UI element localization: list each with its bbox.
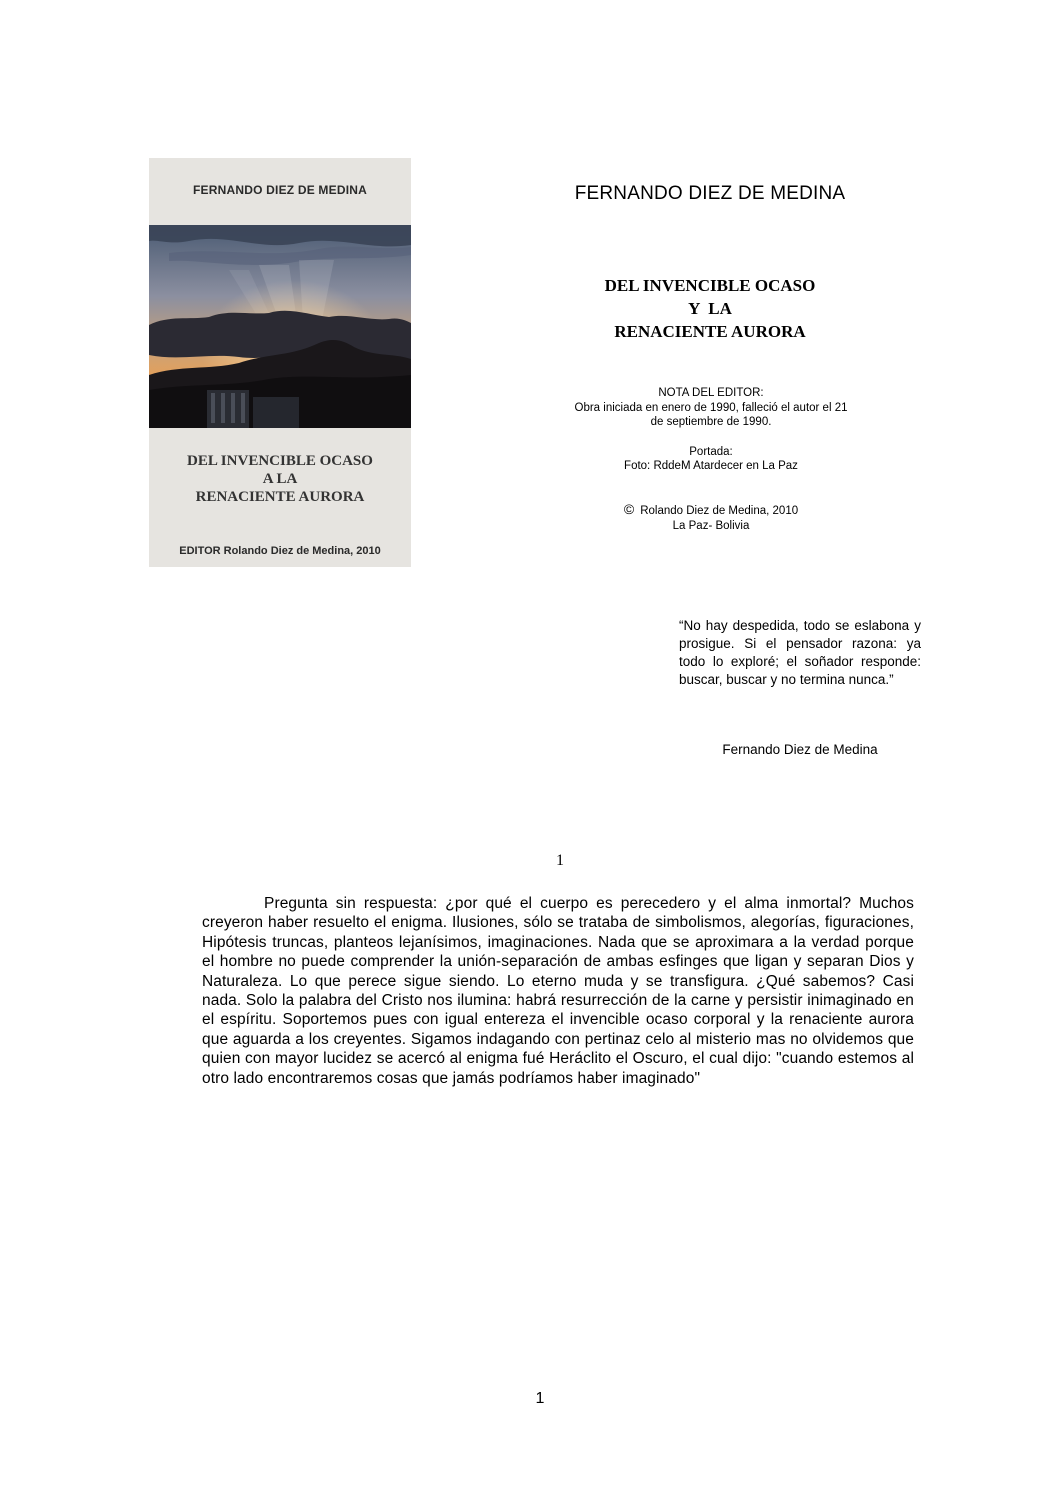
editor-note bbox=[560, 386, 862, 474]
cover-editor: EDITOR Rolando Diez de Medina, 2010 bbox=[179, 545, 381, 557]
epigraph-text: “No hay despedida, todo se eslabona y prosigue. Si el pensador razona: ya todo lo exploré; el soñador responde: buscar, buscar y no termina nunca.” bbox=[679, 618, 921, 687]
editor-note-line: Obra iniciada en enero de 1990, falleció el autor el 21 bbox=[574, 401, 848, 414]
copyright-place: La Paz- Bolivia bbox=[672, 520, 750, 532]
main-title-line: RENACIENTE AURORA bbox=[614, 322, 806, 341]
main-title-line: Y LA bbox=[688, 299, 732, 318]
epigraph-author: Fernando Diez de Medina bbox=[722, 742, 878, 757]
book-cover bbox=[149, 158, 411, 567]
author-heading: FERNANDO DIEZ DE MEDINA bbox=[574, 183, 846, 204]
body-paragraph: Pregunta sin respuesta: ¿por qué el cuerpo es perecedero y el alma inmortal? Muchos creyeron haber resuelto el enigma. Ilusiones, sólo se trataba de simbolismos, alegorías, figuraciones, Hipótesis truncas, planteos lejanísimos, imaginaciones. Nada que se aproximara a la verdad porque el hombre no puede comprender la unión-separación de ambas esfinges que ligan y separan Dios y Naturaleza. Lo que perece sigue siendo. Lo eterno muda y se transfigura. ¿Qué sabemos? Casi nada. Solo la palabra del Cristo nos ilumina: habrá resurrección de la carne y persistir inimaginado en el espíritu. Soportemos pues con igual entereza el invencible ocaso corporal y la renaciente aurora que aguarda a los creyentes. Sigamos indagando con pertinaz celo al misterio mas no olvidemos que quien con mayor lucidez se acercó al enigma fué Heráclito el Oscuro, el cual dijo: "cuando estemos al otro lado encontraremos cosas que jamás podríamos haber imaginado" bbox=[202, 895, 914, 1087]
cover-title-line: DEL INVENCIBLE OCASO bbox=[187, 453, 373, 469]
cover-photo bbox=[149, 225, 411, 428]
chapter-number: 1 bbox=[556, 852, 564, 869]
cover-title-line: A LA bbox=[262, 471, 298, 487]
editor-note-line: de septiembre de 1990. bbox=[650, 416, 772, 428]
cover-title bbox=[149, 452, 411, 506]
copyright-holder: Rolando Diez de Medina, 2010 bbox=[640, 505, 799, 517]
portada-label: Portada: bbox=[689, 445, 733, 458]
copyright-block bbox=[560, 502, 862, 534]
main-title bbox=[534, 274, 886, 343]
editor-note-heading: NOTA DEL EDITOR: bbox=[658, 387, 764, 399]
main-title-line: DEL INVENCIBLE OCASO bbox=[604, 276, 816, 295]
cover-author: FERNANDO DIEZ DE MEDINA bbox=[193, 183, 367, 197]
portada-text: Foto: RddeM Atardecer en La Paz bbox=[624, 460, 798, 472]
cover-title-line: RENACIENTE AURORA bbox=[195, 489, 365, 505]
copyright-icon: © bbox=[623, 501, 635, 517]
page-number: 1 bbox=[535, 1390, 545, 1407]
